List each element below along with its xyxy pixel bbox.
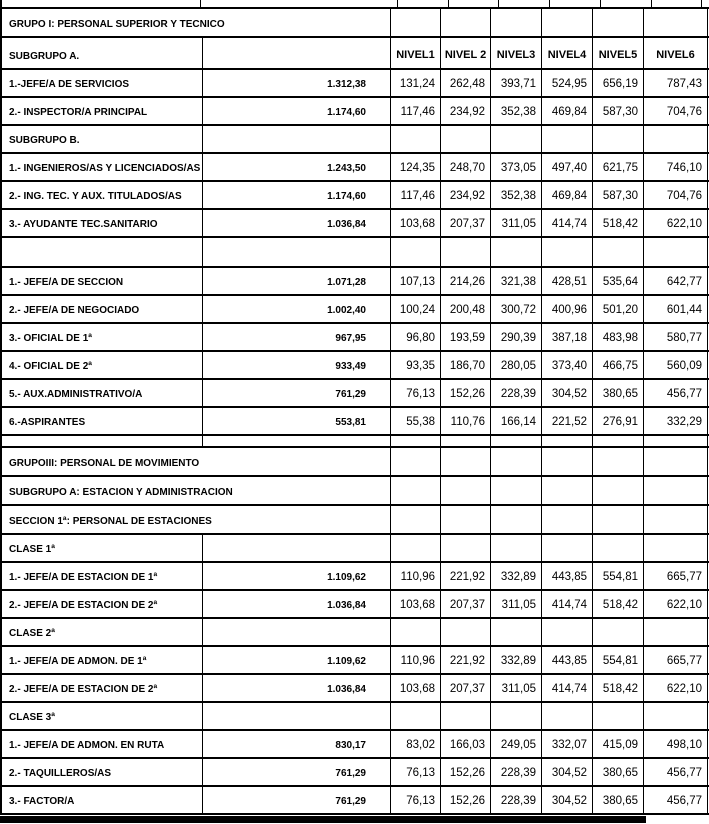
- nivel-cell: 117,46: [390, 98, 440, 124]
- nivel-cell: 152,26: [440, 759, 490, 785]
- nivel-cell: 665,77: [643, 647, 708, 673]
- nivel-cell: 186,70: [440, 352, 490, 378]
- nivel-cell: [390, 238, 440, 266]
- nivel-header-cell: NIVEL1: [390, 38, 440, 68]
- table-row: [2, 70, 709, 98]
- nivel-cell: [592, 619, 643, 645]
- amount-cell: 1.036,84: [202, 210, 390, 236]
- nivel-cell: 152,26: [440, 787, 490, 813]
- row-label: 3.- OFICIAL DE 1ª: [9, 333, 92, 344]
- nivel-cell: 352,38: [490, 98, 541, 124]
- nivel-cell: 428,51: [541, 268, 592, 294]
- nivel-cell: [440, 703, 490, 729]
- subheader-row: [2, 126, 709, 154]
- nivel-cell: 622,10: [643, 675, 708, 701]
- row-label: 5.- AUX.ADMINISTRATIVO/A: [9, 389, 143, 400]
- nivel-cell: 207,37: [440, 675, 490, 701]
- nivel-cell: [490, 535, 541, 561]
- nivel-cell: [440, 448, 490, 475]
- nivel-cell: 373,40: [541, 352, 592, 378]
- nivel-cell: 117,46: [390, 182, 440, 208]
- nivel-cell: [592, 126, 643, 152]
- nivel-cell: 560,09: [643, 352, 708, 378]
- nivel-cell: 214,26: [440, 268, 490, 294]
- nivel-cell: 746,10: [643, 154, 708, 180]
- nivel-cell: 622,10: [643, 591, 708, 617]
- nivel-cell: [390, 448, 440, 475]
- amount-cell: [202, 436, 390, 446]
- nivel-cell: 221,92: [440, 647, 490, 673]
- section-label: SECCION 1ª: PERSONAL DE ESTACIONES: [9, 516, 212, 527]
- nivel-cell: 518,42: [592, 210, 643, 236]
- spacer-row: [2, 436, 709, 448]
- nivel-cell: [390, 535, 440, 561]
- nivel-cell: 393,71: [490, 70, 541, 96]
- table-row: [2, 182, 709, 210]
- nivel-cell: 414,74: [541, 591, 592, 617]
- table-row: [2, 647, 709, 675]
- nivel-cell: 83,02: [390, 731, 440, 757]
- row-label: [2, 436, 202, 446]
- nivel-cell: 280,05: [490, 352, 541, 378]
- nivel-cell: [541, 703, 592, 729]
- amount-cell: 1.174,60: [202, 182, 390, 208]
- nivel-cell: 554,81: [592, 563, 643, 589]
- nivel-cell: 200,48: [440, 296, 490, 322]
- nivel-cell: [440, 535, 490, 561]
- nivel-cell: 276,91: [592, 408, 643, 434]
- row-label: 2.- INSPECTOR/A PRINCIPAL: [9, 107, 148, 118]
- nivel-cell: 311,05: [490, 210, 541, 236]
- row-label: [2, 238, 202, 266]
- nivel-cell: 103,68: [390, 591, 440, 617]
- nivel-cell: 124,35: [390, 154, 440, 180]
- partial-cell: [498, 0, 549, 7]
- row-label: 1.- INGENIEROS/AS Y LICENCIADOS/AS: [9, 163, 201, 174]
- nivel-cell: 234,92: [440, 98, 490, 124]
- nivel-cell: 131,24: [390, 70, 440, 96]
- table-row: [2, 380, 709, 408]
- nivel-cell: [592, 436, 643, 446]
- nivel-cell: 249,05: [490, 731, 541, 757]
- nivel-cell: 456,77: [643, 380, 708, 406]
- amount-cell: 1.109,62: [202, 647, 390, 673]
- spacer-row: [2, 238, 709, 268]
- nivel-cell: [643, 126, 708, 152]
- amount-cell: 761,29: [202, 759, 390, 785]
- nivel-cell: [643, 535, 708, 561]
- nivel-cell: 76,13: [390, 759, 440, 785]
- row-label: 1.- JEFE/A DE ESTACION DE 1ª: [9, 572, 158, 583]
- amount-cell: 1.002,40: [202, 296, 390, 322]
- nivel-cell: 497,40: [541, 154, 592, 180]
- amount-cell: 1.243,50: [202, 154, 390, 180]
- nivel-cell: 103,68: [390, 675, 440, 701]
- nivel-cell: 483,98: [592, 324, 643, 350]
- nivel-cell: 535,64: [592, 268, 643, 294]
- row-label: SUBGRUPO A.: [9, 51, 80, 62]
- section-row: [2, 477, 709, 506]
- levels-header-row: [2, 38, 709, 70]
- amount-cell: 1.036,84: [202, 591, 390, 617]
- nivel-cell: 304,52: [541, 787, 592, 813]
- subheader-row: [2, 619, 709, 647]
- nivel-cell: 166,14: [490, 408, 541, 434]
- nivel-cell: 311,05: [490, 591, 541, 617]
- nivel-cell: 601,44: [643, 296, 708, 322]
- nivel-cell: [643, 9, 708, 36]
- nivel-cell: [490, 619, 541, 645]
- table-row: [2, 731, 709, 759]
- nivel-header-cell: NIVEL4: [541, 38, 592, 68]
- nivel-header-cell: NIVEL5: [592, 38, 643, 68]
- nivel-cell: [643, 448, 708, 475]
- nivel-cell: 380,65: [592, 380, 643, 406]
- amount-cell: 1.312,38: [202, 70, 390, 96]
- nivel-cell: [592, 703, 643, 729]
- nivel-cell: [440, 238, 490, 266]
- nivel-cell: 228,39: [490, 787, 541, 813]
- nivel-cell: [490, 436, 541, 446]
- section-label: GRUPO I: PERSONAL SUPERIOR Y TECNICO: [9, 19, 225, 30]
- nivel-cell: [490, 506, 541, 533]
- nivel-cell: 387,18: [541, 324, 592, 350]
- nivel-cell: 103,68: [390, 210, 440, 236]
- nivel-cell: 469,84: [541, 182, 592, 208]
- row-label: 3.- FACTOR/A: [9, 796, 75, 807]
- nivel-cell: [490, 477, 541, 504]
- nivel-cell: 228,39: [490, 759, 541, 785]
- nivel-cell: [440, 126, 490, 152]
- table-row: [2, 268, 709, 296]
- row-label: 3.- AYUDANTE TEC.SANITARIO: [9, 219, 158, 230]
- nivel-cell: 415,09: [592, 731, 643, 757]
- bottom-black-bar: [0, 816, 646, 823]
- nivel-cell: 110,76: [440, 408, 490, 434]
- row-label: CLASE 2ª: [9, 628, 55, 639]
- nivel-cell: 332,29: [643, 408, 708, 434]
- nivel-cell: [390, 619, 440, 645]
- amount-cell: 1.174,60: [202, 98, 390, 124]
- nivel-cell: 443,85: [541, 647, 592, 673]
- nivel-cell: 580,77: [643, 324, 708, 350]
- nivel-cell: 76,13: [390, 380, 440, 406]
- nivel-cell: 704,76: [643, 98, 708, 124]
- row-label: 4.- OFICIAL DE 2ª: [9, 361, 92, 372]
- amount-cell: 933,49: [202, 352, 390, 378]
- amount-cell: [202, 238, 390, 266]
- nivel-cell: [541, 436, 592, 446]
- amount-cell: [202, 535, 390, 561]
- nivel-cell: 498,10: [643, 731, 708, 757]
- nivel-cell: [643, 436, 708, 446]
- nivel-cell: [490, 703, 541, 729]
- row-label: 2.- ING. TEC. Y AUX. TITULADOS/AS: [9, 191, 182, 202]
- nivel-cell: [390, 126, 440, 152]
- nivel-cell: [541, 506, 592, 533]
- nivel-cell: 248,70: [440, 154, 490, 180]
- nivel-cell: [490, 238, 541, 266]
- partial-cell: [651, 0, 702, 7]
- table-row: [2, 675, 709, 703]
- nivel-cell: [592, 535, 643, 561]
- nivel-header-cell: NIVEL 2: [440, 38, 490, 68]
- nivel-cell: 443,85: [541, 563, 592, 589]
- nivel-cell: [592, 238, 643, 266]
- nivel-cell: [643, 477, 708, 504]
- subheader-row: [2, 703, 709, 731]
- nivel-cell: [440, 619, 490, 645]
- nivel-cell: 665,77: [643, 563, 708, 589]
- nivel-cell: [390, 506, 440, 533]
- nivel-cell: [440, 436, 490, 446]
- nivel-cell: [440, 9, 490, 36]
- amount-cell: [202, 619, 390, 645]
- nivel-cell: [390, 477, 440, 504]
- nivel-cell: 414,74: [541, 210, 592, 236]
- section-row: [2, 448, 709, 477]
- nivel-cell: 166,03: [440, 731, 490, 757]
- nivel-cell: [541, 477, 592, 504]
- nivel-cell: 332,89: [490, 563, 541, 589]
- nivel-cell: 221,92: [440, 563, 490, 589]
- nivel-cell: 704,76: [643, 182, 708, 208]
- nivel-cell: [541, 448, 592, 475]
- nivel-cell: 110,96: [390, 647, 440, 673]
- nivel-cell: 332,07: [541, 731, 592, 757]
- nivel-cell: 587,30: [592, 182, 643, 208]
- nivel-cell: 107,13: [390, 268, 440, 294]
- amount-cell: 1.036,84: [202, 675, 390, 701]
- row-label: SUBGRUPO B.: [9, 135, 80, 146]
- nivel-cell: [440, 506, 490, 533]
- nivel-cell: [541, 126, 592, 152]
- nivel-cell: [643, 506, 708, 533]
- nivel-cell: 193,59: [440, 324, 490, 350]
- nivel-cell: 380,65: [592, 787, 643, 813]
- nivel-cell: 304,52: [541, 380, 592, 406]
- nivel-cell: 290,39: [490, 324, 541, 350]
- nivel-cell: 587,30: [592, 98, 643, 124]
- nivel-cell: 642,77: [643, 268, 708, 294]
- nivel-cell: 207,37: [440, 210, 490, 236]
- nivel-cell: [643, 619, 708, 645]
- nivel-cell: 466,75: [592, 352, 643, 378]
- nivel-cell: 234,92: [440, 182, 490, 208]
- nivel-cell: 332,89: [490, 647, 541, 673]
- amount-cell: [202, 703, 390, 729]
- nivel-cell: 656,19: [592, 70, 643, 96]
- nivel-cell: 400,96: [541, 296, 592, 322]
- row-label: 2.- JEFE/A DE NEGOCIADO: [9, 305, 140, 316]
- row-label: 2.- TAQUILLEROS/AS: [9, 768, 112, 779]
- nivel-cell: [643, 703, 708, 729]
- row-label: 1.-JEFE/A DE SERVICIOS: [9, 79, 130, 90]
- partial-cell: [2, 0, 200, 7]
- nivel-cell: 100,24: [390, 296, 440, 322]
- nivel-header-cell: NIVEL3: [490, 38, 541, 68]
- amount-cell: [202, 126, 390, 152]
- nivel-cell: 469,84: [541, 98, 592, 124]
- nivel-cell: 352,38: [490, 182, 541, 208]
- nivel-cell: [541, 238, 592, 266]
- table-row: [2, 296, 709, 324]
- table-row: [2, 210, 709, 238]
- nivel-cell: 787,43: [643, 70, 708, 96]
- nivel-cell: [541, 535, 592, 561]
- row-label: CLASE 3ª: [9, 712, 55, 723]
- nivel-cell: 152,26: [440, 380, 490, 406]
- amount-cell: 761,29: [202, 787, 390, 813]
- nivel-header-cell: NIVEL6: [643, 38, 708, 68]
- nivel-cell: [592, 448, 643, 475]
- nivel-cell: 321,38: [490, 268, 541, 294]
- nivel-cell: 207,37: [440, 591, 490, 617]
- nivel-cell: [592, 506, 643, 533]
- section-row: [2, 9, 709, 38]
- row-label: 1.- JEFE/A DE ADMON. DE 1ª: [9, 656, 147, 667]
- nivel-cell: [440, 477, 490, 504]
- nivel-cell: 228,39: [490, 380, 541, 406]
- row-label: 2.- JEFE/A DE ESTACION DE 2ª: [9, 684, 158, 695]
- nivel-cell: 414,74: [541, 675, 592, 701]
- partial-cell: [397, 0, 448, 7]
- nivel-cell: [390, 703, 440, 729]
- nivel-cell: [541, 9, 592, 36]
- row-label: 1.- JEFE/A DE SECCION: [9, 277, 124, 288]
- amount-cell: 830,17: [202, 731, 390, 757]
- table-row: [2, 154, 709, 182]
- nivel-cell: [390, 9, 440, 36]
- nivel-cell: 380,65: [592, 759, 643, 785]
- nivel-cell: [390, 436, 440, 446]
- nivel-cell: [490, 448, 541, 475]
- nivel-cell: 304,52: [541, 759, 592, 785]
- nivel-cell: [541, 619, 592, 645]
- nivel-cell: 55,38: [390, 408, 440, 434]
- nivel-cell: 621,75: [592, 154, 643, 180]
- amount-cell: 761,29: [202, 380, 390, 406]
- table-row: [2, 324, 709, 352]
- nivel-cell: 110,96: [390, 563, 440, 589]
- table-row: [2, 98, 709, 126]
- nivel-cell: [643, 238, 708, 266]
- amount-cell: 1.109,62: [202, 563, 390, 589]
- row-label: 1.- JEFE/A DE ADMON. EN RUTA: [9, 740, 165, 751]
- nivel-cell: 518,42: [592, 591, 643, 617]
- nivel-cell: 456,77: [643, 759, 708, 785]
- nivel-cell: 373,05: [490, 154, 541, 180]
- table-row: [2, 352, 709, 380]
- nivel-cell: [592, 477, 643, 504]
- partial-cell: [549, 0, 600, 7]
- table-row: [2, 787, 709, 815]
- section-row: [2, 506, 709, 535]
- nivel-cell: 76,13: [390, 787, 440, 813]
- nivel-cell: 518,42: [592, 675, 643, 701]
- nivel-cell: [490, 9, 541, 36]
- section-label: GRUPOIII: PERSONAL DE MOVIMIENTO: [9, 458, 200, 469]
- amount-cell: 553,81: [202, 408, 390, 434]
- nivel-cell: 221,52: [541, 408, 592, 434]
- nivel-cell: 262,48: [440, 70, 490, 96]
- nivel-cell: [592, 9, 643, 36]
- nivel-cell: 554,81: [592, 647, 643, 673]
- nivel-cell: 311,05: [490, 675, 541, 701]
- table-row: [2, 591, 709, 619]
- row-label: 6.-ASPIRANTES: [9, 417, 86, 428]
- nivel-cell: 622,10: [643, 210, 708, 236]
- table-row: [2, 563, 709, 591]
- nivel-cell: 456,77: [643, 787, 708, 813]
- amount-cell: 1.071,28: [202, 268, 390, 294]
- nivel-cell: 501,20: [592, 296, 643, 322]
- nivel-cell: 96,80: [390, 324, 440, 350]
- table-row: [2, 408, 709, 436]
- nivel-cell: 93,35: [390, 352, 440, 378]
- amount-cell: [202, 38, 390, 68]
- subheader-row: [2, 535, 709, 563]
- nivel-cell: 524,95: [541, 70, 592, 96]
- partial-top-row: [2, 0, 709, 9]
- table-row: [2, 759, 709, 787]
- amount-cell: 967,95: [202, 324, 390, 350]
- partial-cell: [600, 0, 651, 7]
- row-label: 2.- JEFE/A DE ESTACION DE 2ª: [9, 600, 158, 611]
- section-label: SUBGRUPO A: ESTACION Y ADMINISTRACION: [9, 487, 233, 498]
- partial-cell: [448, 0, 498, 7]
- partial-cell: [200, 0, 397, 7]
- row-label: CLASE 1ª: [9, 544, 55, 555]
- nivel-cell: [490, 126, 541, 152]
- nivel-cell: 300,72: [490, 296, 541, 322]
